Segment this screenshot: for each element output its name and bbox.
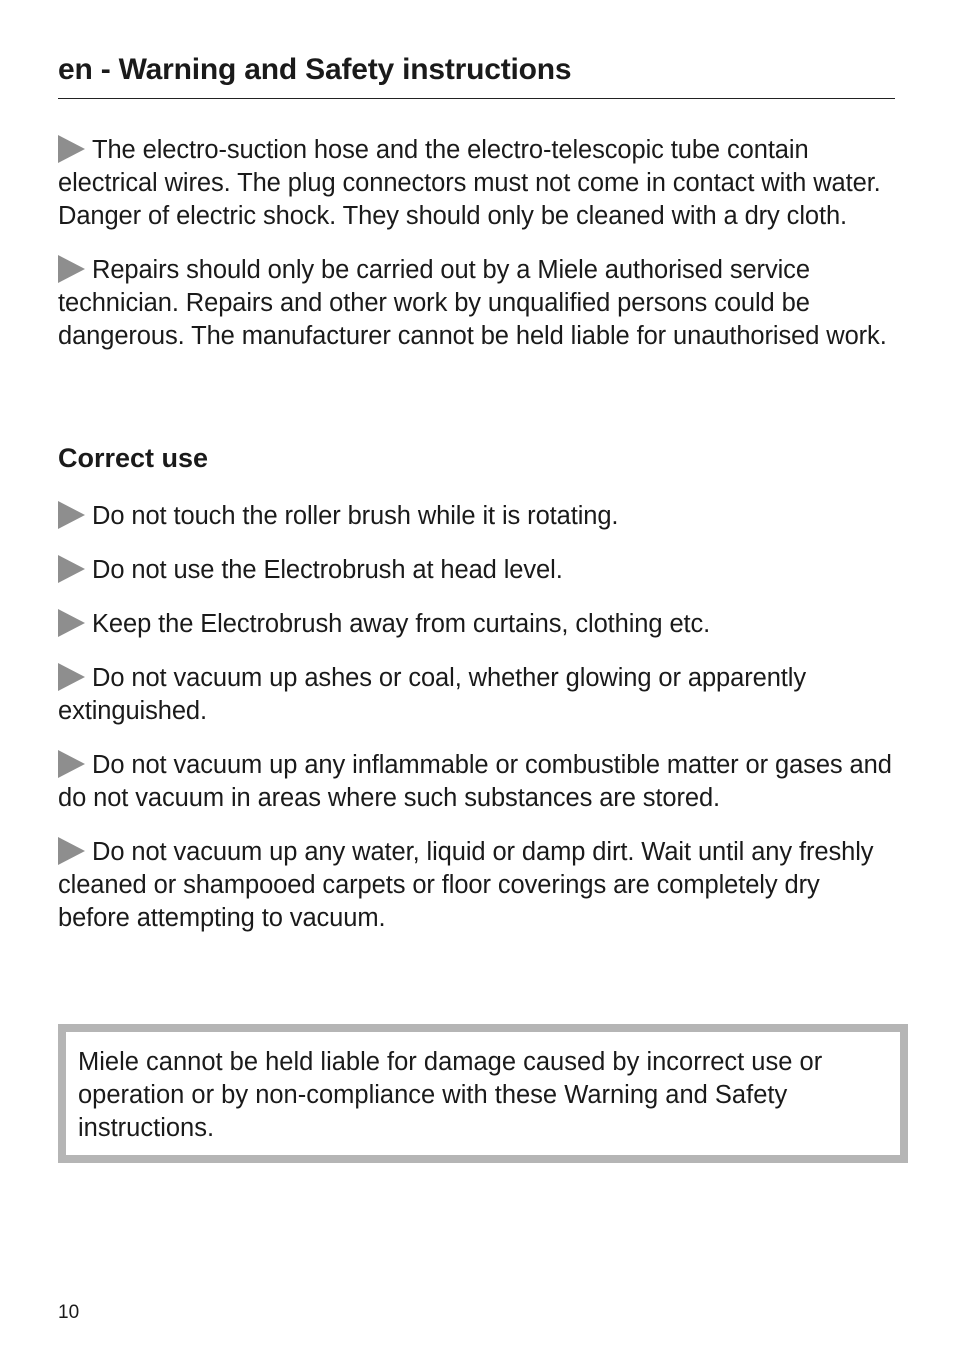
- warning-list: [58, 134, 898, 374]
- list-item-text: Do not use the Electrobrush at head level.: [92, 556, 563, 584]
- page-number: 10: [58, 1302, 80, 1323]
- triangle-bullet-icon: [58, 501, 85, 529]
- liability-notice-text: Miele cannot be held liable for damage caused by incorrect use or operation or by non-compliance with these Warning and Safety instructions.: [78, 1048, 823, 1142]
- list-item: [58, 662, 898, 728]
- list-item-text: Do not vacuum up any water, liquid or damp dirt. Wait until any freshly cleaned or shampooed carpets or floor coverings are completely dry before attempting to vacuum.: [58, 838, 874, 932]
- list-item: [58, 134, 898, 233]
- list-item: [58, 608, 898, 641]
- list-item: [58, 836, 898, 935]
- triangle-bullet-icon: [58, 255, 85, 283]
- triangle-bullet-icon: [58, 837, 85, 865]
- triangle-bullet-icon: [58, 750, 85, 778]
- page-header: [58, 52, 895, 99]
- list-item-text: Do not vacuum up any inflammable or combustible matter or gases and do not vacuum in areas where such substances are stored.: [58, 751, 892, 812]
- list-item-text: Do not vacuum up ashes or coal, whether glowing or apparently extinguished.: [58, 664, 806, 725]
- triangle-bullet-icon: [58, 609, 85, 637]
- list-item: [58, 554, 898, 587]
- section-heading-correct-use: Correct use: [58, 443, 209, 473]
- triangle-bullet-icon: [58, 555, 85, 583]
- list-item-text: Do not touch the roller brush while it is rotating.: [92, 502, 619, 530]
- correct-use-list: [58, 500, 898, 956]
- triangle-bullet-icon: [58, 135, 85, 163]
- list-item-text: The electro-suction hose and the electro-telescopic tube contain electrical wires. The plug connectors must not come in contact with water. Danger of electric shock. They should only be cleaned with a dry cloth.: [58, 136, 881, 230]
- list-item: [58, 749, 898, 815]
- triangle-bullet-icon: [58, 663, 85, 691]
- list-item-text: Keep the Electrobrush away from curtains, clothing etc.: [92, 610, 711, 638]
- list-item-text: Repairs should only be carried out by a Miele authorised service technician. Repairs and other work by unqualified persons could be dangerous. The manufacturer cannot be held liable for unauthorised work.: [58, 256, 887, 350]
- list-item: [58, 254, 898, 353]
- list-item: [58, 500, 898, 533]
- page-title: en - Warning and Safety instructions: [58, 53, 572, 86]
- liability-notice-box: [58, 1024, 908, 1163]
